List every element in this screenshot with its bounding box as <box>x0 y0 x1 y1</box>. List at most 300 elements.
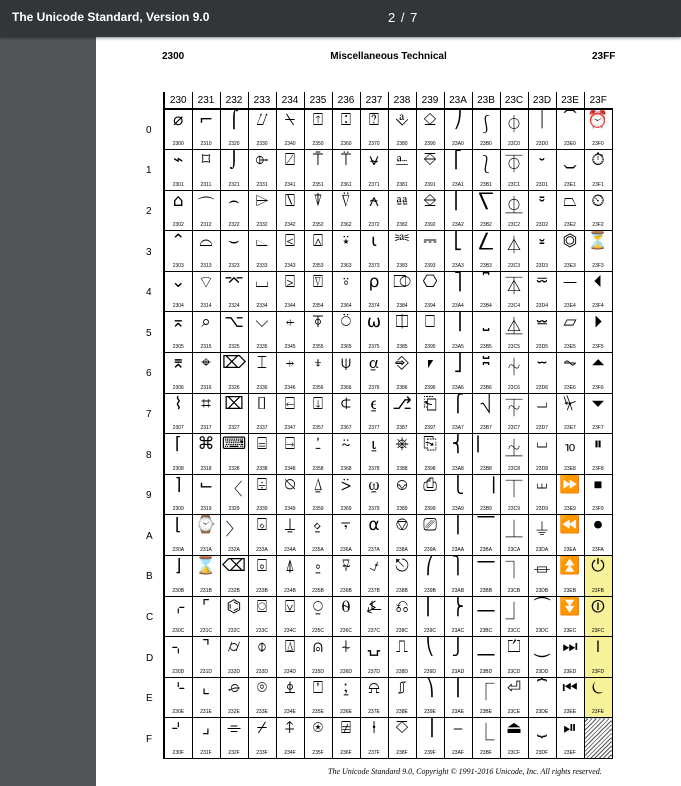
code-cell <box>444 190 472 231</box>
code-caption: 2313 <box>200 262 212 269</box>
glyph: ⍯ <box>340 718 352 739</box>
code-caption: 2394 <box>424 303 436 310</box>
code-caption: 2331 <box>256 181 268 188</box>
glyph: ⍘ <box>312 434 324 455</box>
viewer-toolbar <box>0 0 681 37</box>
glyph: ⌻ <box>256 556 268 577</box>
code-cell <box>164 109 192 150</box>
code-cell <box>500 556 528 597</box>
code-cell <box>304 474 332 515</box>
code-cell <box>248 718 276 759</box>
glyph: ⏴ <box>593 271 603 292</box>
code-cell <box>276 150 304 191</box>
glyph: ⌡ <box>229 150 239 171</box>
code-cell <box>388 718 416 759</box>
code-cell <box>276 393 304 434</box>
code-caption: 23E6 <box>564 384 576 391</box>
code-caption: 235D <box>312 668 324 675</box>
code-caption: 23F6 <box>592 384 604 391</box>
code-cell <box>416 312 444 353</box>
column-header: 237 <box>360 92 388 109</box>
code-caption: 237C <box>368 628 380 635</box>
code-cell <box>220 353 248 394</box>
code-cell <box>164 677 192 718</box>
code-cell <box>500 312 528 353</box>
code-cell <box>360 190 388 231</box>
code-caption: 2377 <box>368 425 380 432</box>
code-caption: 2302 <box>172 222 184 229</box>
code-caption: 23B5 <box>480 344 492 351</box>
code-caption: 235E <box>312 709 324 716</box>
glyph: ⍝ <box>312 637 324 658</box>
glyph: ⌸ <box>256 434 268 455</box>
glyph: ⏏ <box>505 718 523 739</box>
code-cell <box>556 312 584 353</box>
code-caption: 2360 <box>340 141 352 148</box>
code-caption: 2348 <box>284 465 296 472</box>
code-caption: 23FA <box>592 547 604 554</box>
glyph: ⍪ <box>340 515 352 536</box>
code-cell <box>388 637 416 678</box>
code-caption: 231A <box>200 547 212 554</box>
glyph: ⏱ <box>591 150 605 171</box>
glyph: ⌆ <box>171 353 186 374</box>
code-caption: 23BA <box>479 547 493 554</box>
code-cell <box>472 515 500 556</box>
code-caption: 234E <box>284 709 296 716</box>
glyph: ⏼ <box>591 596 605 617</box>
code-cell <box>248 434 276 475</box>
glyph: ⍦ <box>340 353 352 374</box>
code-cell <box>528 677 556 718</box>
glyph: ⎲ <box>478 190 494 211</box>
code-caption: 2367 <box>340 425 352 432</box>
column-header: 23C <box>500 92 528 109</box>
code-caption: 2345 <box>284 344 296 351</box>
glyph: ⌮ <box>227 677 241 698</box>
code-cell <box>500 109 528 150</box>
code-cell <box>528 109 556 150</box>
code-caption: 23CC <box>507 628 521 635</box>
code-cell <box>276 596 304 637</box>
glyph: ⎙ <box>423 474 437 495</box>
code-caption: 23A4 <box>452 303 464 310</box>
code-caption: 2395 <box>424 344 436 351</box>
chart-row <box>164 271 612 312</box>
glyph: ⎪ <box>451 515 465 536</box>
code-caption: 238F <box>396 750 408 756</box>
glyph: ⎉ <box>395 474 409 495</box>
code-caption: 23FE <box>592 709 604 716</box>
code-cell <box>360 556 388 597</box>
code-cell <box>388 271 416 312</box>
code-caption: 236F <box>340 750 352 756</box>
code-cell <box>360 150 388 191</box>
code-cell <box>416 190 444 231</box>
glyph: ⍛ <box>312 556 324 577</box>
code-cell <box>416 393 444 434</box>
glyph: ⏢ <box>563 190 577 211</box>
code-caption: 2350 <box>312 141 324 148</box>
code-cell <box>304 515 332 556</box>
glyph: ⌣ <box>228 231 240 252</box>
code-cell <box>472 718 500 759</box>
code-caption: 23C1 <box>508 181 520 188</box>
code-caption: 2320 <box>228 141 240 148</box>
glyph: ⎯ <box>453 718 463 739</box>
glyph: ⌫ <box>221 556 247 577</box>
code-cell <box>416 109 444 150</box>
code-cell <box>444 393 472 434</box>
code-caption: 23AC <box>451 628 465 635</box>
code-caption: 23A9 <box>452 506 464 513</box>
row-label: A <box>146 530 153 542</box>
code-cell <box>556 271 584 312</box>
glyph: ⌙ <box>198 474 214 495</box>
code-caption: 23DF <box>535 750 549 756</box>
code-caption: 239F <box>424 750 436 756</box>
code-cell <box>248 150 276 191</box>
glyph: ⌍ <box>171 637 186 658</box>
glyph: ⍤ <box>340 271 352 292</box>
code-caption: 2337 <box>256 425 268 432</box>
document-title: The Unicode Standard, Version 9.0 <box>12 10 210 24</box>
code-caption: 2386 <box>396 384 408 391</box>
code-caption: 2303 <box>172 262 184 269</box>
row-label: 2 <box>146 205 152 217</box>
code-caption: 23D9 <box>536 506 548 513</box>
code-caption: 2363 <box>340 262 352 269</box>
code-cell <box>556 190 584 231</box>
code-caption: 232B <box>228 587 240 594</box>
glyph: ⍫ <box>340 556 352 577</box>
glyph: ⎠ <box>453 110 463 130</box>
chart-row <box>164 150 612 191</box>
glyph: ⏇ <box>505 398 523 419</box>
glyph: ⏸ <box>593 434 603 455</box>
code-cell <box>500 190 528 231</box>
code-cell <box>276 353 304 394</box>
chart-row <box>164 109 612 150</box>
code-caption: 239D <box>424 668 436 675</box>
code-caption: 238D <box>396 668 408 675</box>
code-caption: 23B8 <box>480 465 492 472</box>
code-caption: 230A <box>172 547 185 554</box>
code-cell <box>416 353 444 394</box>
code-caption: 233D <box>256 668 268 675</box>
glyph: ⏮ <box>562 677 578 698</box>
code-cell <box>192 271 220 312</box>
code-caption: 23D4 <box>536 303 548 310</box>
glyph: ⎧ <box>451 393 465 414</box>
code-caption: 2365 <box>340 344 352 351</box>
code-cell <box>556 718 584 759</box>
glyph: ⎎ <box>397 677 407 698</box>
glyph: 〈 <box>225 479 243 500</box>
glyph: ⌾ <box>256 677 268 698</box>
code-cell <box>248 231 276 272</box>
glyph: ⎛ <box>425 556 435 577</box>
glyph: ⏈ <box>505 439 523 460</box>
glyph: ⏲ <box>591 190 605 211</box>
chart-row <box>164 515 612 556</box>
glyph: ⎽ <box>477 637 495 658</box>
code-cell <box>584 353 612 394</box>
glyph: ⎶ <box>482 353 490 374</box>
code-caption: 2398 <box>424 465 436 472</box>
code-caption: 232A <box>228 547 240 554</box>
code-cell <box>472 231 500 272</box>
glyph: ⏂ <box>505 195 523 216</box>
glyph: ⏁ <box>505 155 523 176</box>
code-caption: 233A <box>256 547 268 554</box>
code-cell <box>528 231 556 272</box>
code-caption: 2379 <box>368 506 380 513</box>
code-caption: 233C <box>256 628 268 635</box>
glyph: ⏛ <box>533 561 551 582</box>
code-caption: 236D <box>340 668 352 675</box>
code-cell <box>332 109 360 150</box>
glyph: ⌳ <box>255 231 269 252</box>
code-caption: 23F8 <box>592 465 604 472</box>
code-caption: 23AF <box>452 750 464 756</box>
code-cell <box>220 190 248 231</box>
code-caption: 2385 <box>396 344 408 351</box>
code-cell <box>416 271 444 312</box>
code-cell <box>332 271 360 312</box>
code-caption: 23AD <box>451 668 465 675</box>
code-cell <box>332 718 360 759</box>
glyph: ⎺ <box>477 515 495 536</box>
code-caption: 23D8 <box>536 465 548 472</box>
glyph: ⎁ <box>395 150 409 171</box>
code-cell <box>220 109 248 150</box>
glyph: ⍏ <box>284 718 296 739</box>
code-caption: 239E <box>424 709 436 716</box>
code-cell <box>528 312 556 353</box>
page-indicator[interactable]: 2 / 7 <box>388 10 419 25</box>
code-caption: 2392 <box>424 222 436 229</box>
column-header: 23D <box>528 92 556 109</box>
glyph: ⌀ <box>173 110 184 130</box>
code-caption: 23CA <box>507 547 521 554</box>
glyph: ⏕ <box>536 312 548 333</box>
code-caption: 23B1 <box>480 181 492 188</box>
code-cell <box>388 312 416 353</box>
code-cell <box>304 109 332 150</box>
glyph: 〉 <box>225 520 243 541</box>
code-caption: 2344 <box>284 303 296 310</box>
code-cell <box>276 474 304 515</box>
glyph: ⏃ <box>505 236 523 257</box>
code-cell <box>164 474 192 515</box>
column-header: 239 <box>416 92 444 109</box>
glyph: ⎌ <box>395 596 409 617</box>
code-caption: 23E1 <box>564 181 576 188</box>
glyph: ⎜ <box>425 596 435 617</box>
code-cell <box>220 718 248 759</box>
glyph: ⍨ <box>340 434 352 455</box>
glyph: ⍥ <box>340 312 352 333</box>
glyph: ⍖ <box>312 353 324 374</box>
code-caption: 2391 <box>424 181 436 188</box>
code-cell <box>528 515 556 556</box>
row-label: 9 <box>146 490 152 502</box>
glyph: ⌖ <box>201 353 211 374</box>
glyph: ⍻ <box>369 556 379 577</box>
glyph: ⎝ <box>425 637 435 658</box>
code-caption: 2311 <box>200 181 212 188</box>
glyph: ⎸ <box>477 434 495 455</box>
glyph: ⎻ <box>477 556 495 577</box>
code-caption: 2338 <box>256 465 268 472</box>
code-cell <box>556 637 584 678</box>
code-caption: 235A <box>312 547 324 554</box>
code-cell <box>528 271 556 312</box>
code-caption: 23E5 <box>564 344 576 351</box>
code-caption: 2347 <box>284 425 296 432</box>
glyph: ⏯ <box>563 718 577 739</box>
code-caption: 231C <box>200 628 212 635</box>
glyph: ⏙ <box>536 474 548 495</box>
glyph: ⎓ <box>423 231 437 252</box>
glyph: ⎣ <box>453 231 463 252</box>
glyph: ⏡ <box>563 150 577 171</box>
code-caption: 2309 <box>172 506 184 513</box>
row-label: E <box>146 693 153 705</box>
glyph: ⎨ <box>451 434 465 455</box>
code-cell <box>192 150 220 191</box>
glyph: ⏋ <box>505 561 523 582</box>
glyph: ⏣ <box>562 231 578 252</box>
code-caption: 2327 <box>228 425 240 432</box>
block-name: Miscellaneous Technical <box>330 51 447 62</box>
code-cell <box>248 474 276 515</box>
code-caption: 23CE <box>507 709 521 716</box>
code-caption: 234D <box>284 668 296 675</box>
code-caption: 23C2 <box>508 222 520 229</box>
glyph: ⏘ <box>536 434 548 455</box>
code-cell <box>220 474 248 515</box>
glyph: ⏬ <box>559 596 581 617</box>
glyph: ⏩ <box>559 474 581 495</box>
glyph: ⏦ <box>563 353 577 374</box>
code-cell <box>472 677 500 718</box>
glyph: ⍙ <box>312 474 324 495</box>
code-caption: 236E <box>340 709 352 716</box>
glyph: ⍼ <box>366 596 382 617</box>
glyph: ⌿ <box>256 718 268 739</box>
glyph: ⌅ <box>171 312 186 333</box>
code-caption: 23C8 <box>508 465 520 472</box>
code-caption: 23D1 <box>536 181 548 188</box>
code-cell <box>388 515 416 556</box>
code-cell <box>388 596 416 637</box>
glyph: ⏗ <box>536 393 548 414</box>
code-caption: 2393 <box>424 262 436 269</box>
glyph: ⍮ <box>340 677 352 698</box>
code-caption: 235C <box>312 628 324 635</box>
code-caption: 23A0 <box>452 141 464 148</box>
glyph: ⌔ <box>198 272 214 293</box>
code-caption: 230D <box>172 668 185 675</box>
code-cell <box>556 231 584 272</box>
code-caption: 239A <box>424 547 436 554</box>
glyph: ⎿ <box>477 723 495 744</box>
glyph: ⎇ <box>392 393 412 414</box>
glyph: ⌺ <box>256 515 268 536</box>
code-cell <box>248 393 276 434</box>
code-caption: 239B <box>424 587 436 594</box>
row-label: 3 <box>146 246 152 258</box>
code-caption: 23EB <box>563 587 577 594</box>
code-caption: 2304 <box>172 303 184 310</box>
code-caption: 2339 <box>256 506 268 513</box>
code-cell <box>332 231 360 272</box>
code-chart-table <box>163 92 613 759</box>
code-caption: 23CB <box>507 587 521 594</box>
code-caption: 23DB <box>535 587 549 594</box>
code-caption: 23F3 <box>592 262 604 269</box>
code-caption: 2323 <box>228 262 240 269</box>
row-label: 4 <box>146 287 152 299</box>
code-cell <box>220 596 248 637</box>
glyph: ⍽ <box>367 637 381 658</box>
code-cell <box>192 190 220 231</box>
glyph: ⌰ <box>256 110 268 130</box>
code-cell <box>388 109 416 150</box>
code-cell <box>584 312 612 353</box>
column-header: 23A <box>444 92 472 109</box>
code-cell <box>500 596 528 637</box>
glyph: ⏭ <box>562 637 578 658</box>
code-caption: 23E9 <box>564 506 576 513</box>
code-cell <box>248 312 276 353</box>
code-caption: 23BF <box>480 750 492 756</box>
code-cell <box>192 596 220 637</box>
code-caption: 234B <box>284 587 296 594</box>
code-caption: 23EC <box>563 628 577 635</box>
code-cell <box>220 637 248 678</box>
glyph: ⎘ <box>423 434 437 455</box>
code-cell <box>164 596 192 637</box>
code-cell <box>332 353 360 394</box>
glyph: ⌜ <box>202 596 210 617</box>
code-cell <box>332 190 360 231</box>
glyph: ⏟ <box>536 718 548 739</box>
chart-row <box>164 231 612 272</box>
code-cell <box>584 515 612 556</box>
glyph: ⎳ <box>478 231 494 252</box>
code-cell <box>500 434 528 475</box>
code-cell <box>416 150 444 191</box>
code-caption: 23C7 <box>508 425 520 432</box>
chart-row <box>164 474 612 515</box>
code-cell <box>360 515 388 556</box>
glyph: ⏥ <box>563 312 577 333</box>
glyph: ⎍ <box>396 637 408 658</box>
row-label: 5 <box>146 327 152 339</box>
code-cell <box>528 434 556 475</box>
code-caption: 23E3 <box>564 262 576 269</box>
glyph: ⏜ <box>533 596 551 617</box>
code-caption: 2349 <box>284 506 296 513</box>
code-cell <box>360 271 388 312</box>
glyph: ⎩ <box>451 474 465 495</box>
code-cell <box>444 637 472 678</box>
code-caption: 23F1 <box>592 181 604 188</box>
glyph: ⍠ <box>340 110 352 130</box>
